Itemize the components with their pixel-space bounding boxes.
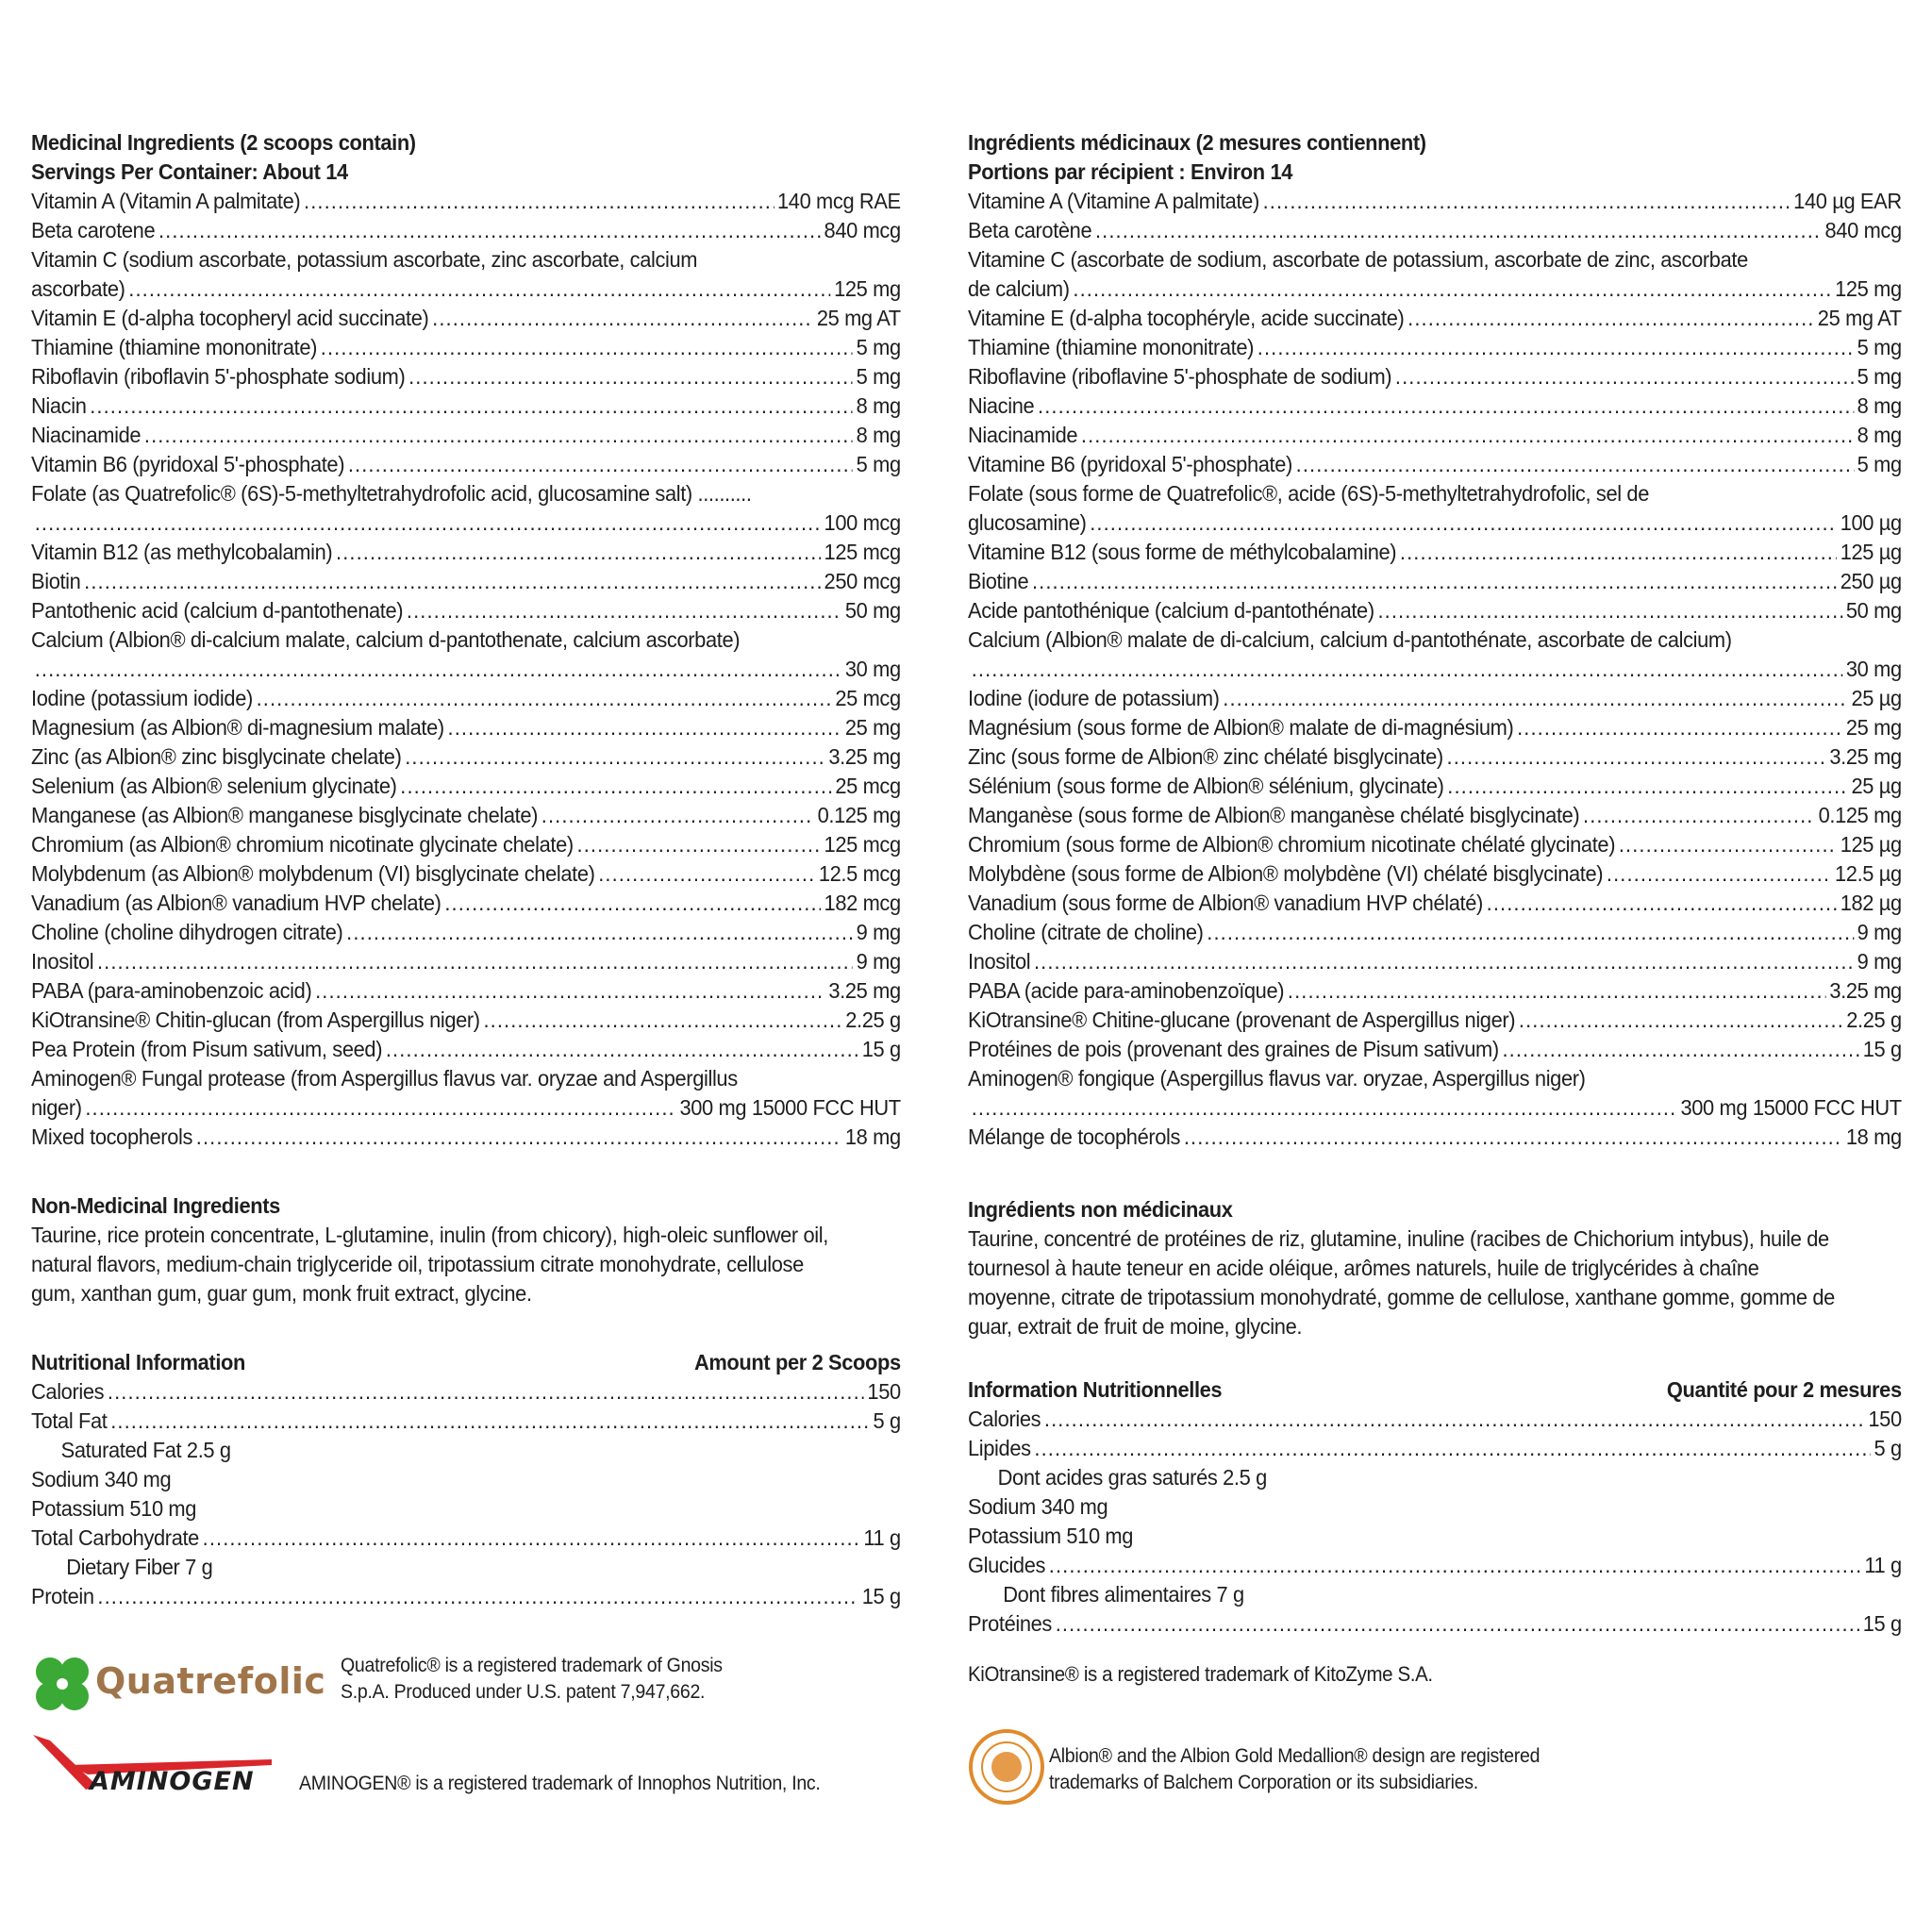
aminogen-logo: AMINOGEN — [90, 1767, 255, 1796]
ingredient-amount: 5 mg — [856, 452, 901, 476]
medicinal-heading: Ingrédients médicinaux (2 mesures contiennent) — [968, 130, 1426, 155]
ingredient-row — [968, 421, 1902, 450]
ingredient-row — [968, 1123, 1902, 1152]
ingredient-amount: 25 mcg — [835, 774, 901, 798]
ingredient-row — [31, 508, 901, 538]
ingredient-row — [31, 187, 901, 216]
ingredient-name: Molybdène (sous forme de Albion® molybdène (VI) chélaté bisglycinate) — [968, 861, 1604, 886]
ingredient-amount: 5 mg — [856, 335, 901, 359]
nutrition-header — [968, 1375, 1902, 1405]
ingredient-row — [968, 362, 1902, 391]
ingredient-amount: 50 mg — [844, 598, 901, 623]
nutrition-row: Calories ..... 150 — [968, 1405, 1902, 1434]
nutrition-row: Glucides ..... 11 g — [968, 1551, 1902, 1580]
ingredient-amount: 300 mg 15000 FCC HUT — [679, 1095, 901, 1120]
ingredient-amount: 0.125 mg — [1818, 803, 1902, 827]
ingredient-name: KiOtransine® Chitin-glucan (from Aspergillus niger) — [31, 1008, 480, 1032]
ingredient-row — [968, 684, 1902, 713]
ingredient-name: Mixed tocopherols — [31, 1124, 193, 1149]
clover-icon — [31, 1653, 93, 1715]
ingredient-name: Vitamin B6 (pyridoxal 5'-phosphate) — [31, 452, 345, 476]
ingredient-name: Riboflavin (riboflavin 5'-phosphate sodium) — [31, 364, 406, 389]
ingredient-name: Vitamin E (d-alpha tocopheryl acid succinate) — [31, 306, 429, 330]
ingredient-amount: 25 mg AT — [1817, 306, 1902, 330]
ingredient-row — [31, 391, 901, 421]
ingredient-name: Pantothenic acid (calcium d-pantothenate) — [31, 598, 404, 623]
ingredient-amount: 250 µg — [1840, 569, 1902, 593]
ingredient-row — [31, 801, 901, 830]
ingredient-row — [968, 596, 1902, 625]
ingredient-amount: 9 mg — [1857, 920, 1902, 944]
ingredient-name: Chromium (sous forme de Albion® chromium nicotinate chélaté glycinate) — [968, 832, 1616, 857]
ingredient-row — [968, 859, 1902, 889]
ingredient-name: Vitamine A (Vitamine A palmitate) — [968, 189, 1259, 213]
ingredient-name: Magnesium (as Albion® di-magnesium malate) — [31, 715, 444, 740]
ingredient-row — [31, 1035, 901, 1064]
ingredient-name: Protéines de pois (provenant des graines de Pisum sativum) — [968, 1037, 1499, 1061]
french-column — [968, 128, 1902, 1689]
ingredient-amount: 125 mcg — [824, 832, 901, 857]
ingredient-row — [968, 1093, 1902, 1123]
ingredient-amount: 50 mg — [1845, 598, 1902, 623]
ingredient-amount: 18 mg — [844, 1124, 901, 1149]
ingredient-name: Manganese (as Albion® manganese bisglycinate chelate) — [31, 803, 539, 827]
non-medicinal-heading: Ingrédients non médicinaux — [968, 1197, 1233, 1222]
ingredient-amount: 8 mg — [1857, 393, 1902, 418]
nutrition-row: Dont fibres alimentaires 7 g — [1003, 1582, 1244, 1607]
ingredient-name: Biotine — [968, 569, 1029, 593]
ingredient-amount: 25 mcg — [835, 686, 901, 710]
nutrition-row: Potassium 510 mg — [968, 1524, 1134, 1548]
nutrition-row: Potassium 510 mg — [31, 1496, 197, 1521]
ingredient-amount: 300 mg 15000 FCC HUT — [1680, 1095, 1902, 1120]
ingredient-name: Vitamine B12 (sous forme de méthylcobalamine) — [968, 540, 1397, 564]
ingredient-row — [31, 421, 901, 450]
ingredient-amount: 25 mg — [844, 715, 901, 740]
ingredient-name: Riboflavine (riboflavine 5'-phosphate de sodium) — [968, 364, 1392, 389]
ingredient-amount: 3.25 mg — [828, 978, 901, 1003]
ingredient-amount: 30 mg — [844, 657, 901, 681]
ingredient-amount: 250 mcg — [824, 569, 901, 593]
ingredient-row — [31, 830, 901, 859]
quatrefolic-logo: Quatrefolic — [95, 1660, 326, 1702]
nutrition-row: Dont acides gras saturés 2.5 g — [997, 1465, 1267, 1490]
quatrefolic-block — [31, 1653, 880, 1719]
ingredient-name: Calcium (Albion® di-calcium malate, calcium d-pantothenate, calcium ascorbate) — [31, 627, 741, 652]
nutrition-row: Sodium 340 mg — [31, 1467, 172, 1491]
ingredient-name: Vanadium (as Albion® vanadium HVP chelate) — [31, 891, 441, 915]
ingredient-name: Vitamin C (sodium ascorbate, potassium ascorbate, zinc ascorbate, calcium — [31, 247, 698, 272]
ingredient-amount: 5 mg — [1857, 335, 1902, 359]
ingredient-row — [31, 655, 901, 684]
ingredient-amount: 9 mg — [856, 920, 901, 944]
ingredient-amount: 125 µg — [1840, 832, 1902, 857]
ingredient-row: de calcium) ..... 125 mg — [968, 275, 1902, 304]
ingredient-row — [968, 772, 1902, 801]
ingredient-name: Thiamine (thiamine mononitrate) — [31, 335, 318, 359]
ingredient-amount: 100 µg — [1840, 510, 1902, 535]
ingredient-amount: 15 g — [861, 1037, 901, 1061]
ingredient-name: Acide pantothénique (calcium d-pantothénate) — [968, 598, 1374, 623]
ingredient-amount: 25 µg — [1851, 774, 1902, 798]
ingredient-name: Iodine (iodure de potassium) — [968, 686, 1220, 710]
ingredient-name: Vitamin B12 (as methylcobalamin) — [31, 540, 333, 564]
non-medicinal-text: Taurine, concentré de protéines de riz, glutamine, inuline (racibes de Chichorium intybus), huile de tournesol à haute teneur en acide oléique, arômes naturels, huile de triglycérides à chaîne moyenne, citrate de tripotassium monohydraté, gomme de cellulose, xanthane gomme, gomme de guar, extrait de fruit de moine, glycine. — [968, 1226, 1835, 1339]
ingredient-row — [968, 1006, 1902, 1035]
ingredient-amount: 0.125 mg — [817, 803, 901, 827]
ingredient-amount: 18 mg — [1845, 1124, 1902, 1149]
ingredient-name: Beta carotène — [968, 218, 1092, 242]
ingredient-name: Selenium (as Albion® selenium glycinate) — [31, 774, 397, 798]
ingredient-row — [31, 567, 901, 596]
ingredient-row — [31, 450, 901, 479]
ingredient-row — [968, 742, 1902, 772]
ingredient-amount: 840 mcg — [824, 218, 901, 242]
ingredient-row: glucosamine) ..... 100 µg — [968, 508, 1902, 538]
ingredient-name: PABA (acide para-aminobenzoïque) — [968, 978, 1285, 1003]
ingredient-amount: 125 mg — [1835, 276, 1902, 301]
nutrition-row: Calories ..... 150 — [31, 1377, 901, 1407]
aminogen-block — [31, 1731, 880, 1807]
nutrition-row: Dietary Fiber 7 g — [66, 1555, 213, 1579]
ingredient-name: Vitamine E (d-alpha tocophéryle, acide succinate) — [968, 306, 1405, 330]
ingredient-row — [31, 918, 901, 947]
ingredient-row — [968, 304, 1902, 333]
ingredient-name: Sélénium (sous forme de Albion® sélénium, glycinate) — [968, 774, 1444, 798]
ingredient-row — [968, 889, 1902, 918]
ingredient-name: Thiamine (thiamine mononitrate) — [968, 335, 1255, 359]
ingredient-amount: 5 mg — [1857, 452, 1902, 476]
ingredient-amount: 9 mg — [1857, 949, 1902, 974]
ingredient-row — [968, 567, 1902, 596]
ingredient-name: Vitamine B6 (pyridoxal 5'-phosphate) — [968, 452, 1292, 476]
ingredient-name: Zinc (as Albion® zinc bisglycinate chelate) — [31, 744, 402, 769]
ingredient-name: Zinc (sous forme de Albion® zinc chélaté bisglycinate) — [968, 744, 1443, 769]
ingredient-row — [31, 596, 901, 625]
ingredient-amount: 12.5 mcg — [818, 861, 901, 886]
nutrition-row: Total Carbohydrate ..... 11 g — [31, 1524, 901, 1553]
ingredient-name: Choline (choline dihydrogen citrate) — [31, 920, 343, 944]
ingredient-amount: 140 mcg RAE — [777, 189, 901, 213]
ingredient-name: Niacinamide — [31, 423, 142, 447]
ingredient-amount: 25 mg AT — [816, 306, 901, 330]
ingredient-name: Vitamine C (ascorbate de sodium, ascorbate de potassium, ascorbate de zinc, ascorbate — [968, 247, 1748, 272]
ingredient-row — [968, 187, 1902, 216]
ingredient-row — [31, 1006, 901, 1035]
albion-medallion-icon — [968, 1728, 1045, 1806]
albion-block — [968, 1728, 1817, 1807]
ingredient-row — [968, 655, 1902, 684]
ingredient-row — [31, 772, 901, 801]
ingredient-name: KiOtransine® Chitine-glucane (provenant de Aspergillus niger) — [968, 1008, 1516, 1032]
ingredient-name: Folate (as Quatrefolic® (6S)-5-methyltetrahydrofolic acid, glucosamine salt) .......... — [31, 481, 752, 506]
ingredient-amount: 125 mcg — [824, 540, 901, 564]
ingredient-row — [31, 976, 901, 1006]
ingredient-amount: 12.5 µg — [1834, 861, 1902, 886]
nutrition-row: Protein ..... 15 g — [31, 1582, 901, 1611]
ingredient-name: Aminogen® fongique (Aspergillus flavus var. oryzae, Aspergillus niger) — [968, 1066, 1586, 1091]
ingredient-name: Magnésium (sous forme de Albion® malate de di-magnésium) — [968, 715, 1514, 740]
servings-heading: Servings Per Container: About 14 — [31, 159, 348, 184]
nutrition-heading: Nutritional Information — [31, 1350, 245, 1374]
nutrition-row: Sodium 340 mg — [968, 1494, 1108, 1519]
ingredient-row — [31, 362, 901, 391]
ingredient-name: Vanadium (sous forme de Albion® vanadium HVP chélaté) — [968, 891, 1483, 915]
ingredient-name: Inositol — [968, 949, 1031, 974]
ingredient-row — [968, 801, 1902, 830]
ingredient-amount: 5 mg — [1857, 364, 1902, 389]
ingredient-row — [968, 538, 1902, 567]
ingredient-amount: 140 µg EAR — [1793, 189, 1902, 213]
ingredient-row — [968, 918, 1902, 947]
ingredient-amount: 8 mg — [856, 393, 901, 418]
ingredient-amount: 125 mg — [834, 276, 901, 301]
ingredient-amount: 5 mg — [856, 364, 901, 389]
ingredient-name: Aminogen® Fungal protease (from Aspergillus flavus var. oryzae and Aspergillus — [31, 1066, 738, 1091]
ingredient-name: Niacinamide — [968, 423, 1078, 447]
nutrition-row: Protéines ..... 15 g — [968, 1609, 1902, 1639]
albion-note: Albion® and the Albion Gold Medallion® design are registered trademarks of Balchem Corporation or its subsidiaries. — [1049, 1745, 1541, 1793]
ingredient-row — [968, 450, 1902, 479]
ingredient-amount: 25 µg — [1851, 686, 1902, 710]
ingredient-row — [968, 976, 1902, 1006]
ingredient-row — [31, 859, 901, 889]
ingredient-amount: 3.25 mg — [828, 744, 901, 769]
ingredient-name: Niacine — [968, 393, 1035, 418]
nutrition-heading: Information Nutritionnelles — [968, 1377, 1223, 1402]
ingredient-name: Iodine (potassium iodide) — [31, 686, 253, 710]
ingredient-amount: 100 mcg — [824, 510, 901, 535]
ingredient-name: Vitamin A (Vitamin A palmitate) — [31, 189, 301, 213]
nutrition-row: Lipides ..... 5 g — [968, 1434, 1902, 1463]
ingredient-list — [31, 187, 901, 1152]
ingredient-name: Molybdenum (as Albion® molybdenum (VI) bisglycinate chelate) — [31, 861, 595, 886]
servings-heading: Portions par récipient : Environ 14 — [968, 159, 1293, 184]
nutrition-row: Saturated Fat 2.5 g — [60, 1438, 231, 1462]
ingredient-list — [968, 187, 1902, 1152]
ingredient-row — [968, 1035, 1902, 1064]
english-column — [31, 128, 901, 1611]
ingredient-name: Inositol — [31, 949, 94, 974]
medicinal-heading: Medicinal Ingredients (2 scoops contain) — [31, 130, 416, 155]
ingredient-row: ascorbate) ..... 125 mg — [31, 275, 901, 304]
ingredient-name: PABA (para-aminobenzoic acid) — [31, 978, 312, 1003]
nutrition-amount-heading: Amount per 2 Scoops — [693, 1350, 901, 1374]
ingredient-name: Beta carotene — [31, 218, 156, 242]
ingredient-row — [968, 391, 1902, 421]
ingredient-row — [31, 947, 901, 976]
ingredient-row — [31, 742, 901, 772]
ingredient-amount: 3.25 mg — [1829, 744, 1902, 769]
ingredient-amount: 182 mcg — [824, 891, 901, 915]
ingredient-row — [968, 947, 1902, 976]
ingredient-row — [31, 1123, 901, 1152]
ingredient-amount: 3.25 mg — [1829, 978, 1902, 1003]
ingredient-amount: 15 g — [1862, 1037, 1902, 1061]
ingredient-amount: 2.25 g — [1846, 1008, 1902, 1032]
quatrefolic-note: Quatrefolic® is a registered trademark of Gnosis S.p.A. Produced under U.S. patent 7,947,662. — [341, 1655, 723, 1703]
non-medicinal-text: Taurine, rice protein concentrate, L-glutamine, inulin (from chicory), high-oleic sunflower oil, natural flavors, medium-chain triglyceride oil, tripotassium citrate monohydrate, cellulose gum, xanthan gum, guar gum, monk fruit extract, glycine. — [31, 1223, 828, 1306]
ingredient-row — [968, 830, 1902, 859]
ingredient-name: Calcium (Albion® malate de di-calcium, calcium d-pantothénate, ascorbate de calcium) — [968, 627, 1732, 652]
kiotransine-note: KiOtransine® is a registered trademark of KitoZyme S.A. — [968, 1662, 1433, 1686]
ingredient-amount: 25 mg — [1845, 715, 1902, 740]
aminogen-note: AMINOGEN® is a registered trademark of Innophos Nutrition, Inc. — [299, 1773, 821, 1794]
ingredient-amount: 125 µg — [1840, 540, 1902, 564]
ingredient-name: Pea Protein (from Pisum sativum, seed) — [31, 1037, 383, 1061]
ingredient-amount: 182 µg — [1840, 891, 1902, 915]
ingredient-amount: 8 mg — [1857, 423, 1902, 447]
ingredient-row — [31, 713, 901, 742]
ingredient-name: Folate (sous forme de Quatrefolic®, acide (6S)-5-methyltetrahydrofolic, sel de — [968, 481, 1649, 506]
ingredient-row — [31, 333, 901, 362]
ingredient-row — [31, 538, 901, 567]
nutrition-row: Total Fat ..... 5 g — [31, 1407, 901, 1436]
ingredient-name: Chromium (as Albion® chromium nicotinate glycinate chelate) — [31, 832, 574, 857]
ingredient-amount: 2.25 g — [845, 1008, 901, 1032]
ingredient-name: Biotin — [31, 569, 81, 593]
ingredient-amount: 9 mg — [856, 949, 901, 974]
ingredient-row — [31, 216, 901, 245]
ingredient-amount: 30 mg — [1845, 657, 1902, 681]
ingredient-row — [968, 713, 1902, 742]
ingredient-row — [968, 333, 1902, 362]
ingredient-amount: 840 mcg — [1824, 218, 1902, 242]
ingredient-row — [31, 889, 901, 918]
ingredient-name: Mélange de tocophérols — [968, 1124, 1181, 1149]
ingredient-row — [968, 216, 1902, 245]
ingredient-name: Manganèse (sous forme de Albion® manganèse chélaté bisglycinate) — [968, 803, 1580, 827]
nutrition-header — [31, 1348, 901, 1377]
ingredient-name: Niacin — [31, 393, 87, 418]
ingredient-row — [31, 304, 901, 333]
nutrition-amount-heading: Quantité pour 2 mesures — [1666, 1377, 1902, 1402]
non-medicinal-heading: Non-Medicinal Ingredients — [31, 1193, 280, 1218]
ingredient-name: Choline (citrate de choline) — [968, 920, 1204, 944]
ingredient-amount: 8 mg — [856, 423, 901, 447]
ingredient-row — [31, 684, 901, 713]
ingredient-row: niger) ..... 300 mg 15000 FCC HUT — [31, 1093, 901, 1123]
